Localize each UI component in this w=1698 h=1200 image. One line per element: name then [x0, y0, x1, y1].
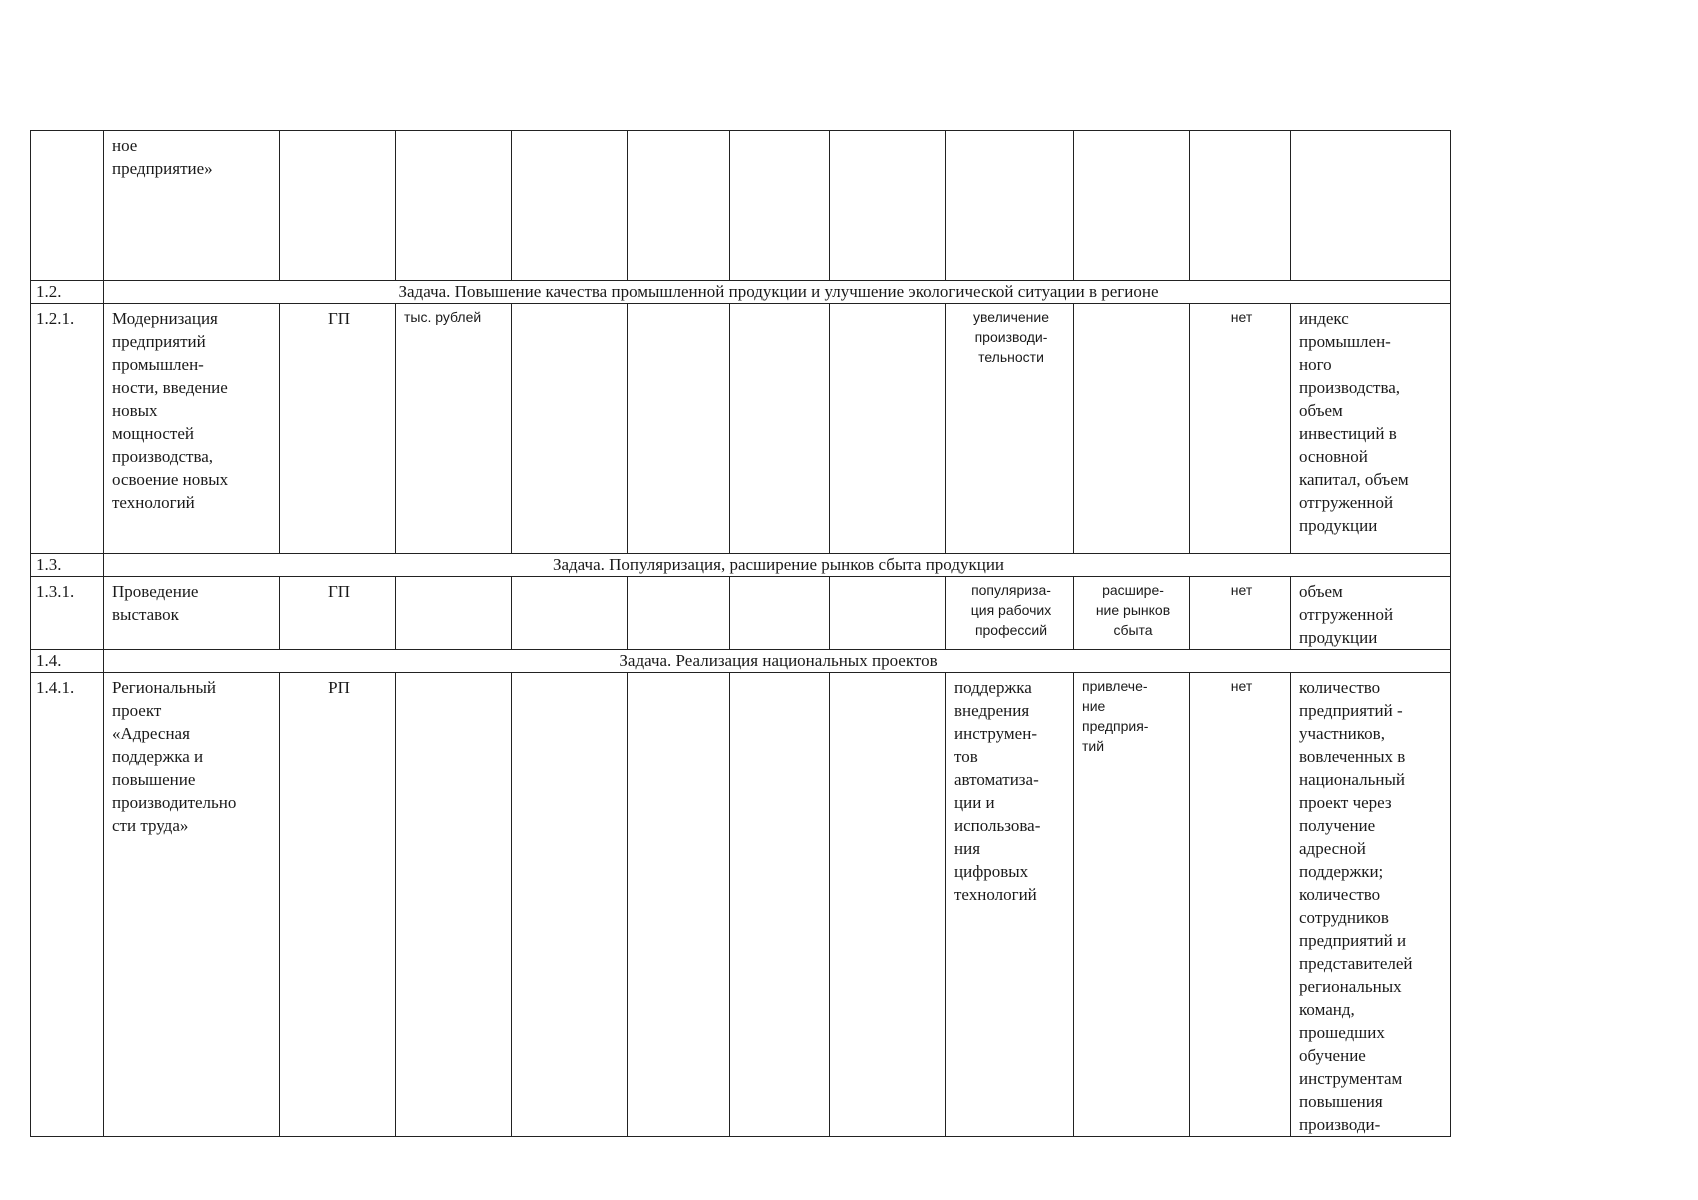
task-row: [31, 281, 1451, 304]
table-row: [31, 131, 1451, 281]
table-cell: [512, 304, 628, 554]
item-name: ное предприятие»: [104, 131, 280, 281]
flag-cell: нет: [1190, 577, 1291, 650]
program-activities-table: [30, 130, 1451, 1137]
task-number: 1.3.: [31, 554, 104, 577]
task-title: Задача. Повышение качества промышленной продукции и улучшение экологической ситуации в регионе: [104, 281, 1451, 304]
table-cell: [730, 673, 830, 1137]
task-number: 1.4.: [31, 650, 104, 673]
task-row: [31, 554, 1451, 577]
table-cell: [628, 304, 730, 554]
item-name: Региональный проект «Адресная поддержка и повышение производительно сти труда»: [104, 673, 280, 1137]
task-title: Задача. Реализация национальных проектов: [104, 650, 1451, 673]
item-number: 1.2.1.: [31, 304, 104, 554]
unit-cell: [396, 577, 512, 650]
source-cell: ГП: [280, 577, 396, 650]
task-row: [31, 650, 1451, 673]
table-cell: [512, 577, 628, 650]
table-cell: [628, 673, 730, 1137]
item-number: 1.4.1.: [31, 673, 104, 1137]
table-row: [31, 304, 1451, 554]
table-cell: [946, 131, 1074, 281]
result-cell: [1074, 304, 1190, 554]
task-number: 1.2.: [31, 281, 104, 304]
item-number: 1.3.1.: [31, 577, 104, 650]
table-cell: [628, 131, 730, 281]
table-cell: [1190, 131, 1291, 281]
table-cell: [280, 131, 396, 281]
result-cell: привлече- ние предприя- тий: [1074, 673, 1190, 1137]
table-cell: [830, 577, 946, 650]
table-cell: [628, 577, 730, 650]
table-cell: [1074, 131, 1190, 281]
item-number: [31, 131, 104, 281]
result-cell: поддержка внедрения инструмен- тов автоматиза- ции и использова- ния цифровых технологий: [946, 673, 1074, 1137]
item-name: Модернизация предприятий промышлен- ности, введение новых мощностей производства, освоение новых технологий: [104, 304, 280, 554]
unit-cell: [396, 673, 512, 1137]
result-cell: популяриза- ция рабочих профессий: [946, 577, 1074, 650]
task-title: Задача. Популяризация, расширение рынков сбыта продукции: [104, 554, 1451, 577]
item-name: Проведение выставок: [104, 577, 280, 650]
table-cell: [830, 673, 946, 1137]
flag-cell: нет: [1190, 304, 1291, 554]
indicator-cell: объем отгруженной продукции: [1291, 577, 1451, 650]
result-cell: увеличение производи- тельности: [946, 304, 1074, 554]
unit-cell: тыс. рублей: [396, 304, 512, 554]
table-cell: [730, 577, 830, 650]
table-cell: [730, 131, 830, 281]
table-cell: [830, 131, 946, 281]
table-cell: [512, 673, 628, 1137]
flag-cell: нет: [1190, 673, 1291, 1137]
result-cell: расшире- ние рынков сбыта: [1074, 577, 1190, 650]
table-row: [31, 673, 1451, 1137]
indicator-cell: [1291, 131, 1451, 281]
table-cell: [512, 131, 628, 281]
indicator-cell: количество предприятий - участников, вовлеченных в национальный проект через получение адресной поддержки; количество сотрудников предприятий и представителей региональных команд, прошедших обучение инструментам повышения производи-: [1291, 673, 1451, 1137]
source-cell: РП: [280, 673, 396, 1137]
table-cell: [830, 304, 946, 554]
indicator-cell: индекс промышлен- ного производства, объем инвестиций в основной капитал, объем отгруженной продукции: [1291, 304, 1451, 554]
table-cell: [396, 131, 512, 281]
source-cell: ГП: [280, 304, 396, 554]
table-cell: [730, 304, 830, 554]
table-row: [31, 577, 1451, 650]
